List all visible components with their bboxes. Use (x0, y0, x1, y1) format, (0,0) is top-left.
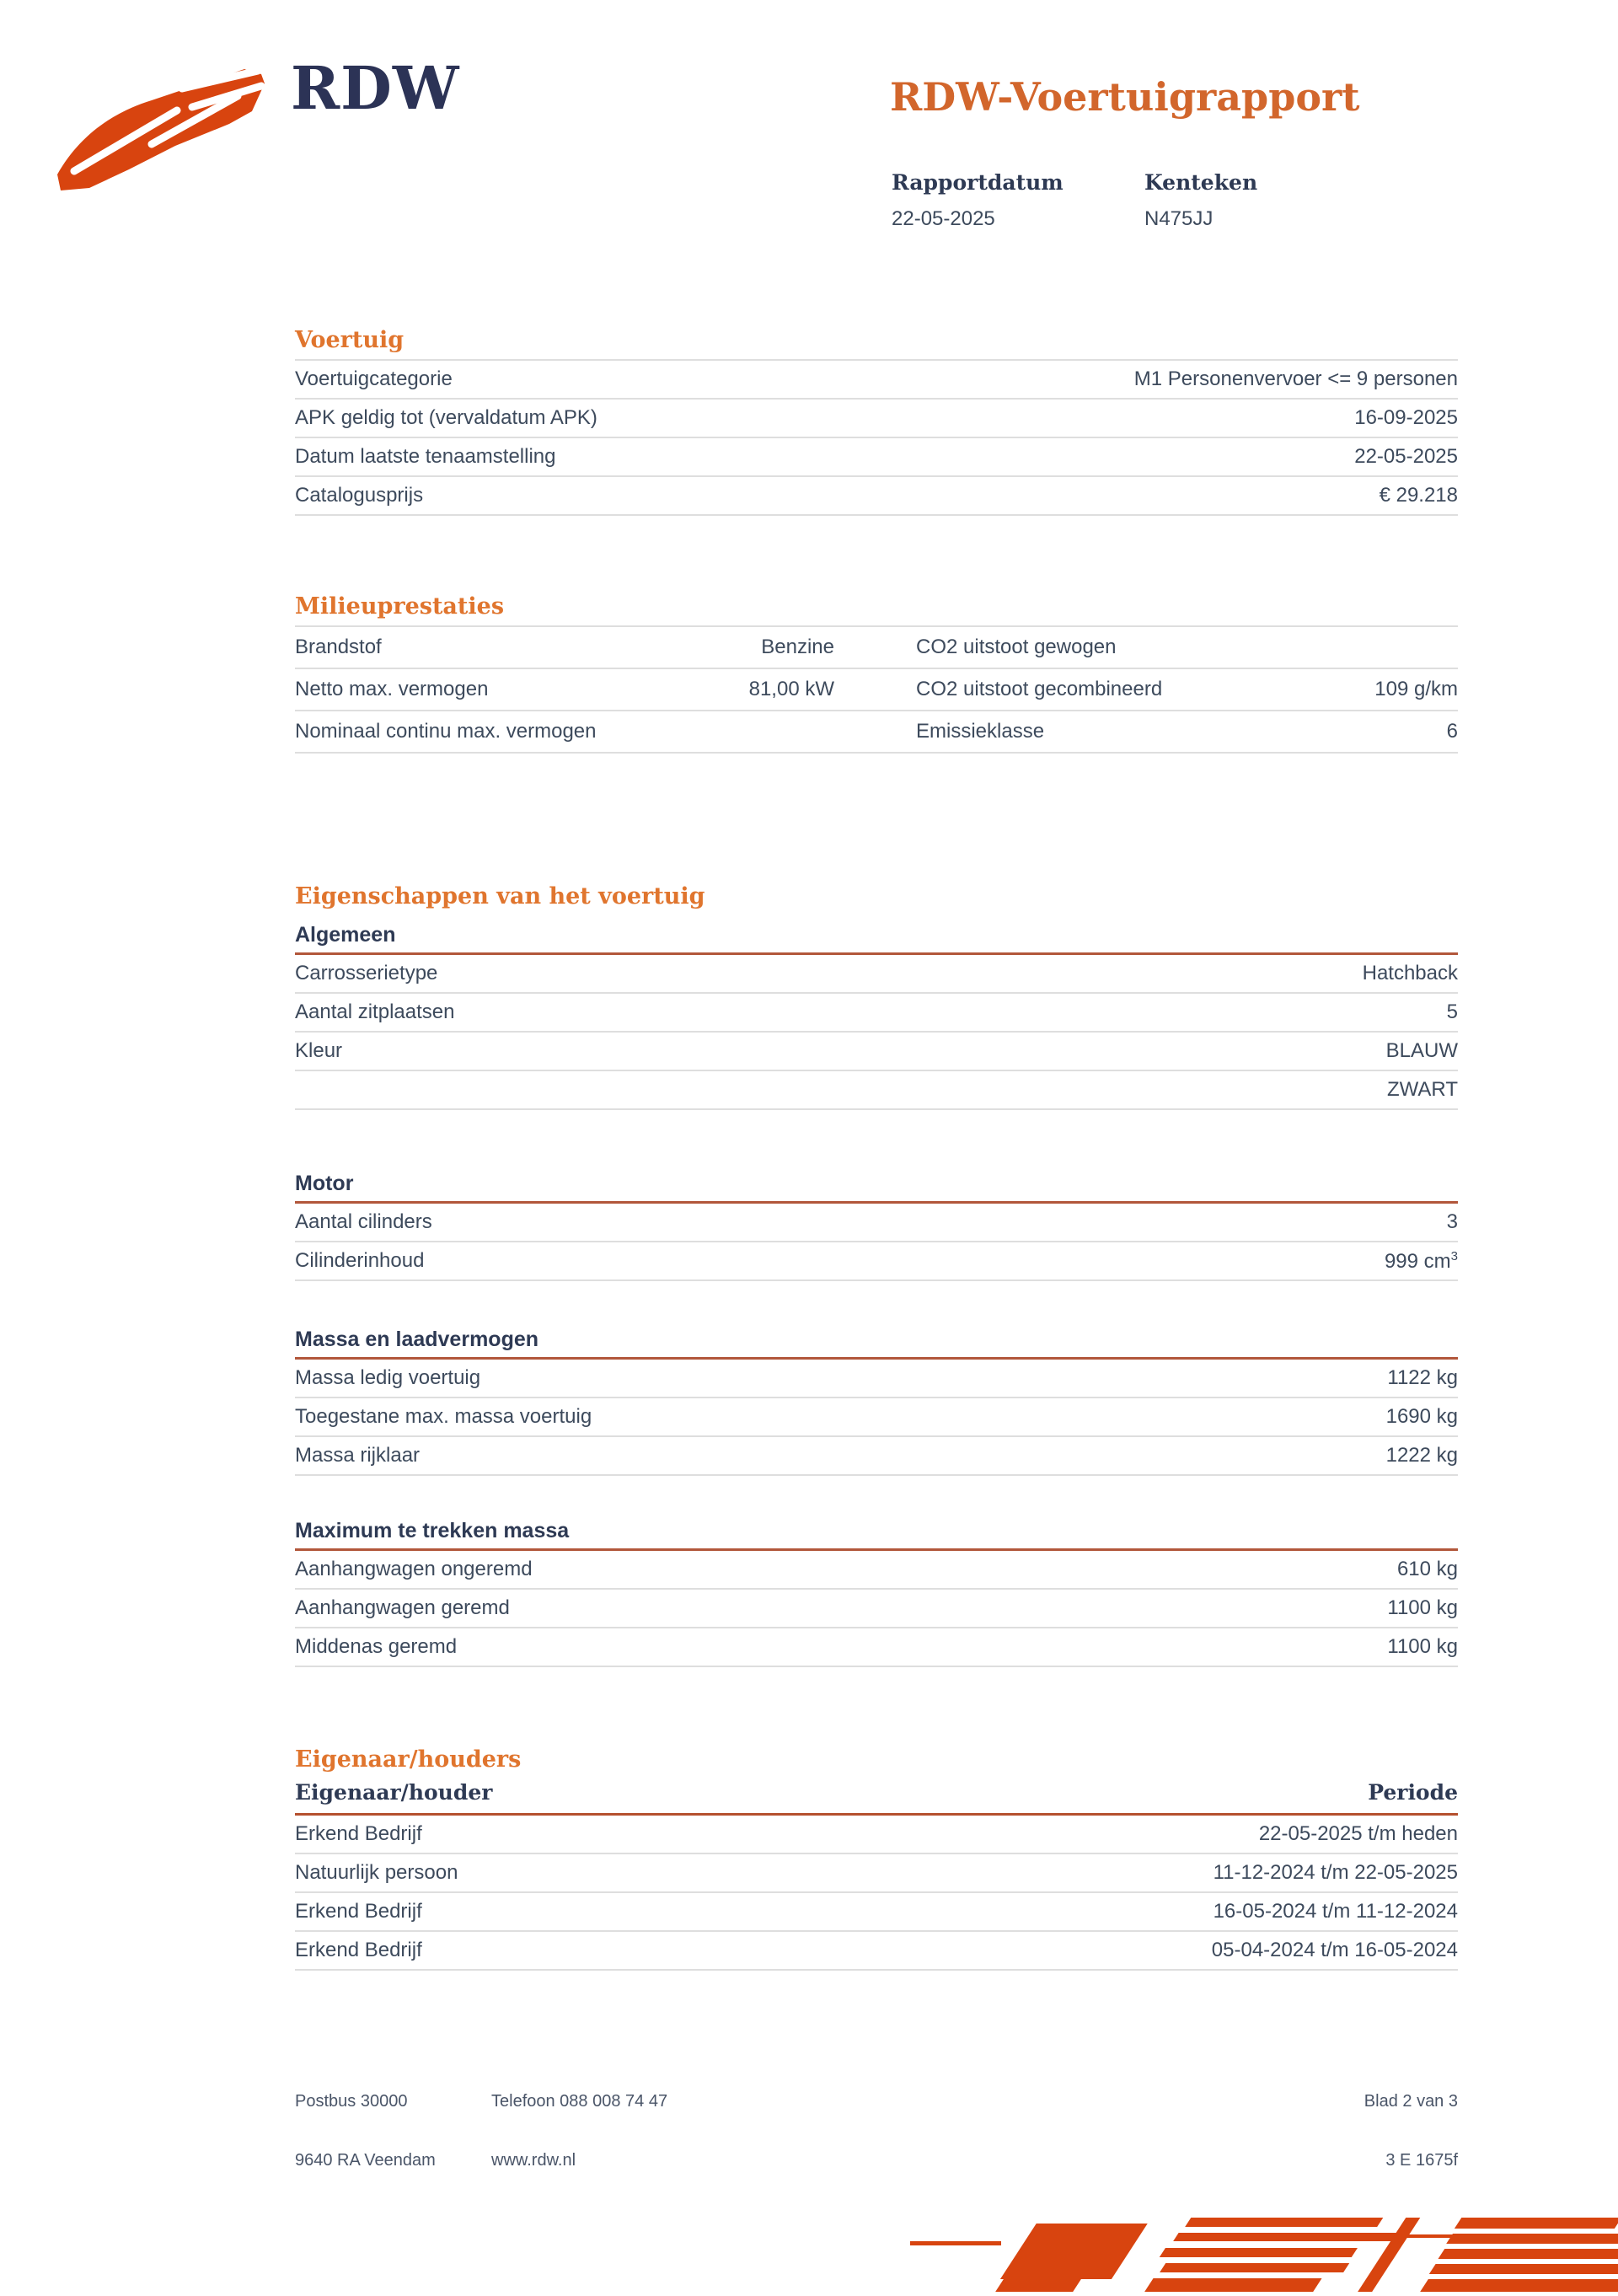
row-label: Netto max. vermogen (295, 678, 489, 700)
section-title-eigenschappen: Eigenschappen van het voertuig (295, 883, 705, 909)
row-label: Datum laatste tenaamstelling (295, 445, 556, 468)
row-value: 1690 kg (1385, 1405, 1458, 1428)
section-title-milieuprestaties: Milieuprestaties (295, 593, 505, 620)
footer-form-code: 3 E 1675f (1385, 2151, 1458, 2170)
row-value: Hatchback (1362, 962, 1458, 984)
row-label: Carrosserietype (295, 962, 438, 984)
table-row (295, 669, 1458, 711)
row-value: 610 kg (1396, 1558, 1458, 1580)
owner-table (295, 1816, 1458, 1971)
row-label: Kleur (295, 1039, 343, 1062)
page-title: RDW-Voertuigrapport (890, 74, 1360, 120)
column-header-owner: Eigenaar/houder (295, 1780, 493, 1805)
table-row (295, 955, 1458, 994)
table-row (295, 1398, 1458, 1437)
table-row (295, 361, 1458, 400)
row-label: CO2 uitstoot gecombineerd (916, 678, 1163, 700)
report-date-value: 22-05-2025 (892, 207, 995, 230)
column-header-period: Periode (1368, 1780, 1458, 1805)
algemeen-table (295, 955, 1458, 1110)
row-label: APK geldig tot (vervaldatum APK) (295, 406, 597, 429)
milieu-table (295, 625, 1458, 754)
subsection-title-algemeen: Algemeen (295, 923, 396, 947)
row-value: 3 (1446, 1210, 1458, 1233)
row-value: 1222 kg (1385, 1444, 1458, 1467)
table-row (295, 1360, 1458, 1398)
footer-page-number: Blad 2 van 3 (1364, 2092, 1458, 2111)
subsection-title-maximum-trekken: Maximum te trekken massa (295, 1519, 570, 1542)
rdw-feather-watermark-icon (910, 2202, 1618, 2292)
section-title-voertuig: Voertuig (295, 327, 404, 353)
row-value: 999 $cm^3$ (1384, 1248, 1458, 1273)
massa-table (295, 1360, 1458, 1476)
table-row (295, 1071, 1458, 1110)
owner-name: Erkend Bedrijf (295, 1900, 422, 1923)
report-meta-labels (892, 170, 1458, 195)
section-title-eigenaar-houders: Eigenaar/houders (295, 1746, 522, 1773)
subsection-title-massa: Massa en laadvermogen (295, 1328, 539, 1351)
row-label: Aanhangwagen geremd (295, 1596, 510, 1619)
footer-line-1 (295, 2092, 1458, 2111)
table-row (295, 1204, 1458, 1242)
owner-period: 22-05-2025 t/m heden (1258, 1822, 1458, 1845)
table-row (295, 1551, 1458, 1590)
table-row (295, 711, 1458, 754)
table-row (295, 1932, 1458, 1971)
row-label: Voertuigcategorie (295, 367, 453, 390)
table-row (295, 627, 1458, 669)
brand-wordmark: RDW (291, 53, 460, 123)
license-plate-value: N475JJ (1144, 207, 1214, 230)
footer-phone: Telefoon 088 008 74 47 (491, 2092, 668, 2111)
table-row (295, 438, 1458, 477)
row-value: 16-09-2025 (1354, 406, 1458, 429)
table-row (295, 1437, 1458, 1476)
row-label: Cilinderinhoud (295, 1249, 425, 1272)
report-meta-values (892, 207, 1458, 231)
report-date-label: Rapportdatum (892, 170, 1063, 195)
table-row (295, 1590, 1458, 1628)
row-label: Aantal zitplaatsen (295, 1000, 455, 1023)
owner-name: Natuurlijk persoon (295, 1861, 458, 1884)
row-value: 1100 kg (1387, 1596, 1458, 1619)
row-label: Massa rijklaar (295, 1444, 421, 1467)
table-row (295, 477, 1458, 516)
owner-period: 16-05-2024 t/m 11-12-2024 (1213, 1900, 1458, 1923)
table-row (295, 400, 1458, 438)
motor-table (295, 1204, 1458, 1281)
row-value: Benzine (761, 636, 834, 658)
owner-period: 05-04-2024 t/m 16-05-2024 (1211, 1939, 1458, 1961)
table-row (295, 1893, 1458, 1932)
table-row (295, 1628, 1458, 1667)
owner-name: Erkend Bedrijf (295, 1939, 422, 1961)
row-value: 1122 kg (1387, 1366, 1458, 1389)
row-value: € 29.218 (1379, 484, 1458, 507)
row-label: CO2 uitstoot gewogen (916, 636, 1117, 658)
rdw-feather-logo-icon (49, 46, 266, 198)
footer-city: 9640 RA Veendam (295, 2151, 436, 2170)
maximum-table (295, 1551, 1458, 1667)
license-plate-label: Kenteken (1144, 170, 1258, 195)
footer-postbus: Postbus 30000 (295, 2092, 408, 2111)
subsection-title-motor: Motor (295, 1172, 354, 1195)
row-label: Catalogusprijs (295, 484, 424, 507)
row-value: BLAUW (1385, 1039, 1458, 1062)
row-label: Aantal cilinders (295, 1210, 432, 1233)
row-value: M1 Personenvervoer <= 9 personen (1133, 367, 1458, 390)
table-row (295, 1242, 1458, 1281)
row-label: Brandstof (295, 636, 382, 658)
row-value: 109 g/km (1374, 678, 1458, 700)
row-label: Emissieklasse (916, 720, 1045, 743)
superscript: 3 (1450, 1248, 1458, 1263)
owner-table-header (295, 1780, 1458, 1813)
owner-period: 11-12-2024 t/m 22-05-2025 (1213, 1861, 1458, 1884)
table-row (295, 1033, 1458, 1071)
row-value: ZWART (1387, 1078, 1458, 1101)
row-label: Nominaal continu max. vermogen (295, 720, 597, 743)
table-row (295, 994, 1458, 1033)
row-value: 5 (1446, 1000, 1458, 1023)
row-label: Middenas geremd (295, 1635, 458, 1658)
row-value: 22-05-2025 (1354, 445, 1458, 468)
report-body (295, 327, 1458, 1971)
footer-website: www.rdw.nl (491, 2151, 576, 2170)
row-value: 6 (1446, 720, 1458, 743)
row-value: 81,00 kW (748, 678, 834, 700)
owner-name: Erkend Bedrijf (295, 1822, 422, 1845)
row-value: 1100 kg (1387, 1635, 1458, 1658)
table-row (295, 1816, 1458, 1854)
row-label: Massa ledig voertuig (295, 1366, 481, 1389)
voertuig-table (295, 359, 1458, 516)
table-row (295, 1854, 1458, 1893)
footer-line-2 (295, 2151, 1458, 2170)
row-label: Toegestane max. massa voertuig (295, 1405, 592, 1428)
row-label: Aanhangwagen ongeremd (295, 1558, 533, 1580)
